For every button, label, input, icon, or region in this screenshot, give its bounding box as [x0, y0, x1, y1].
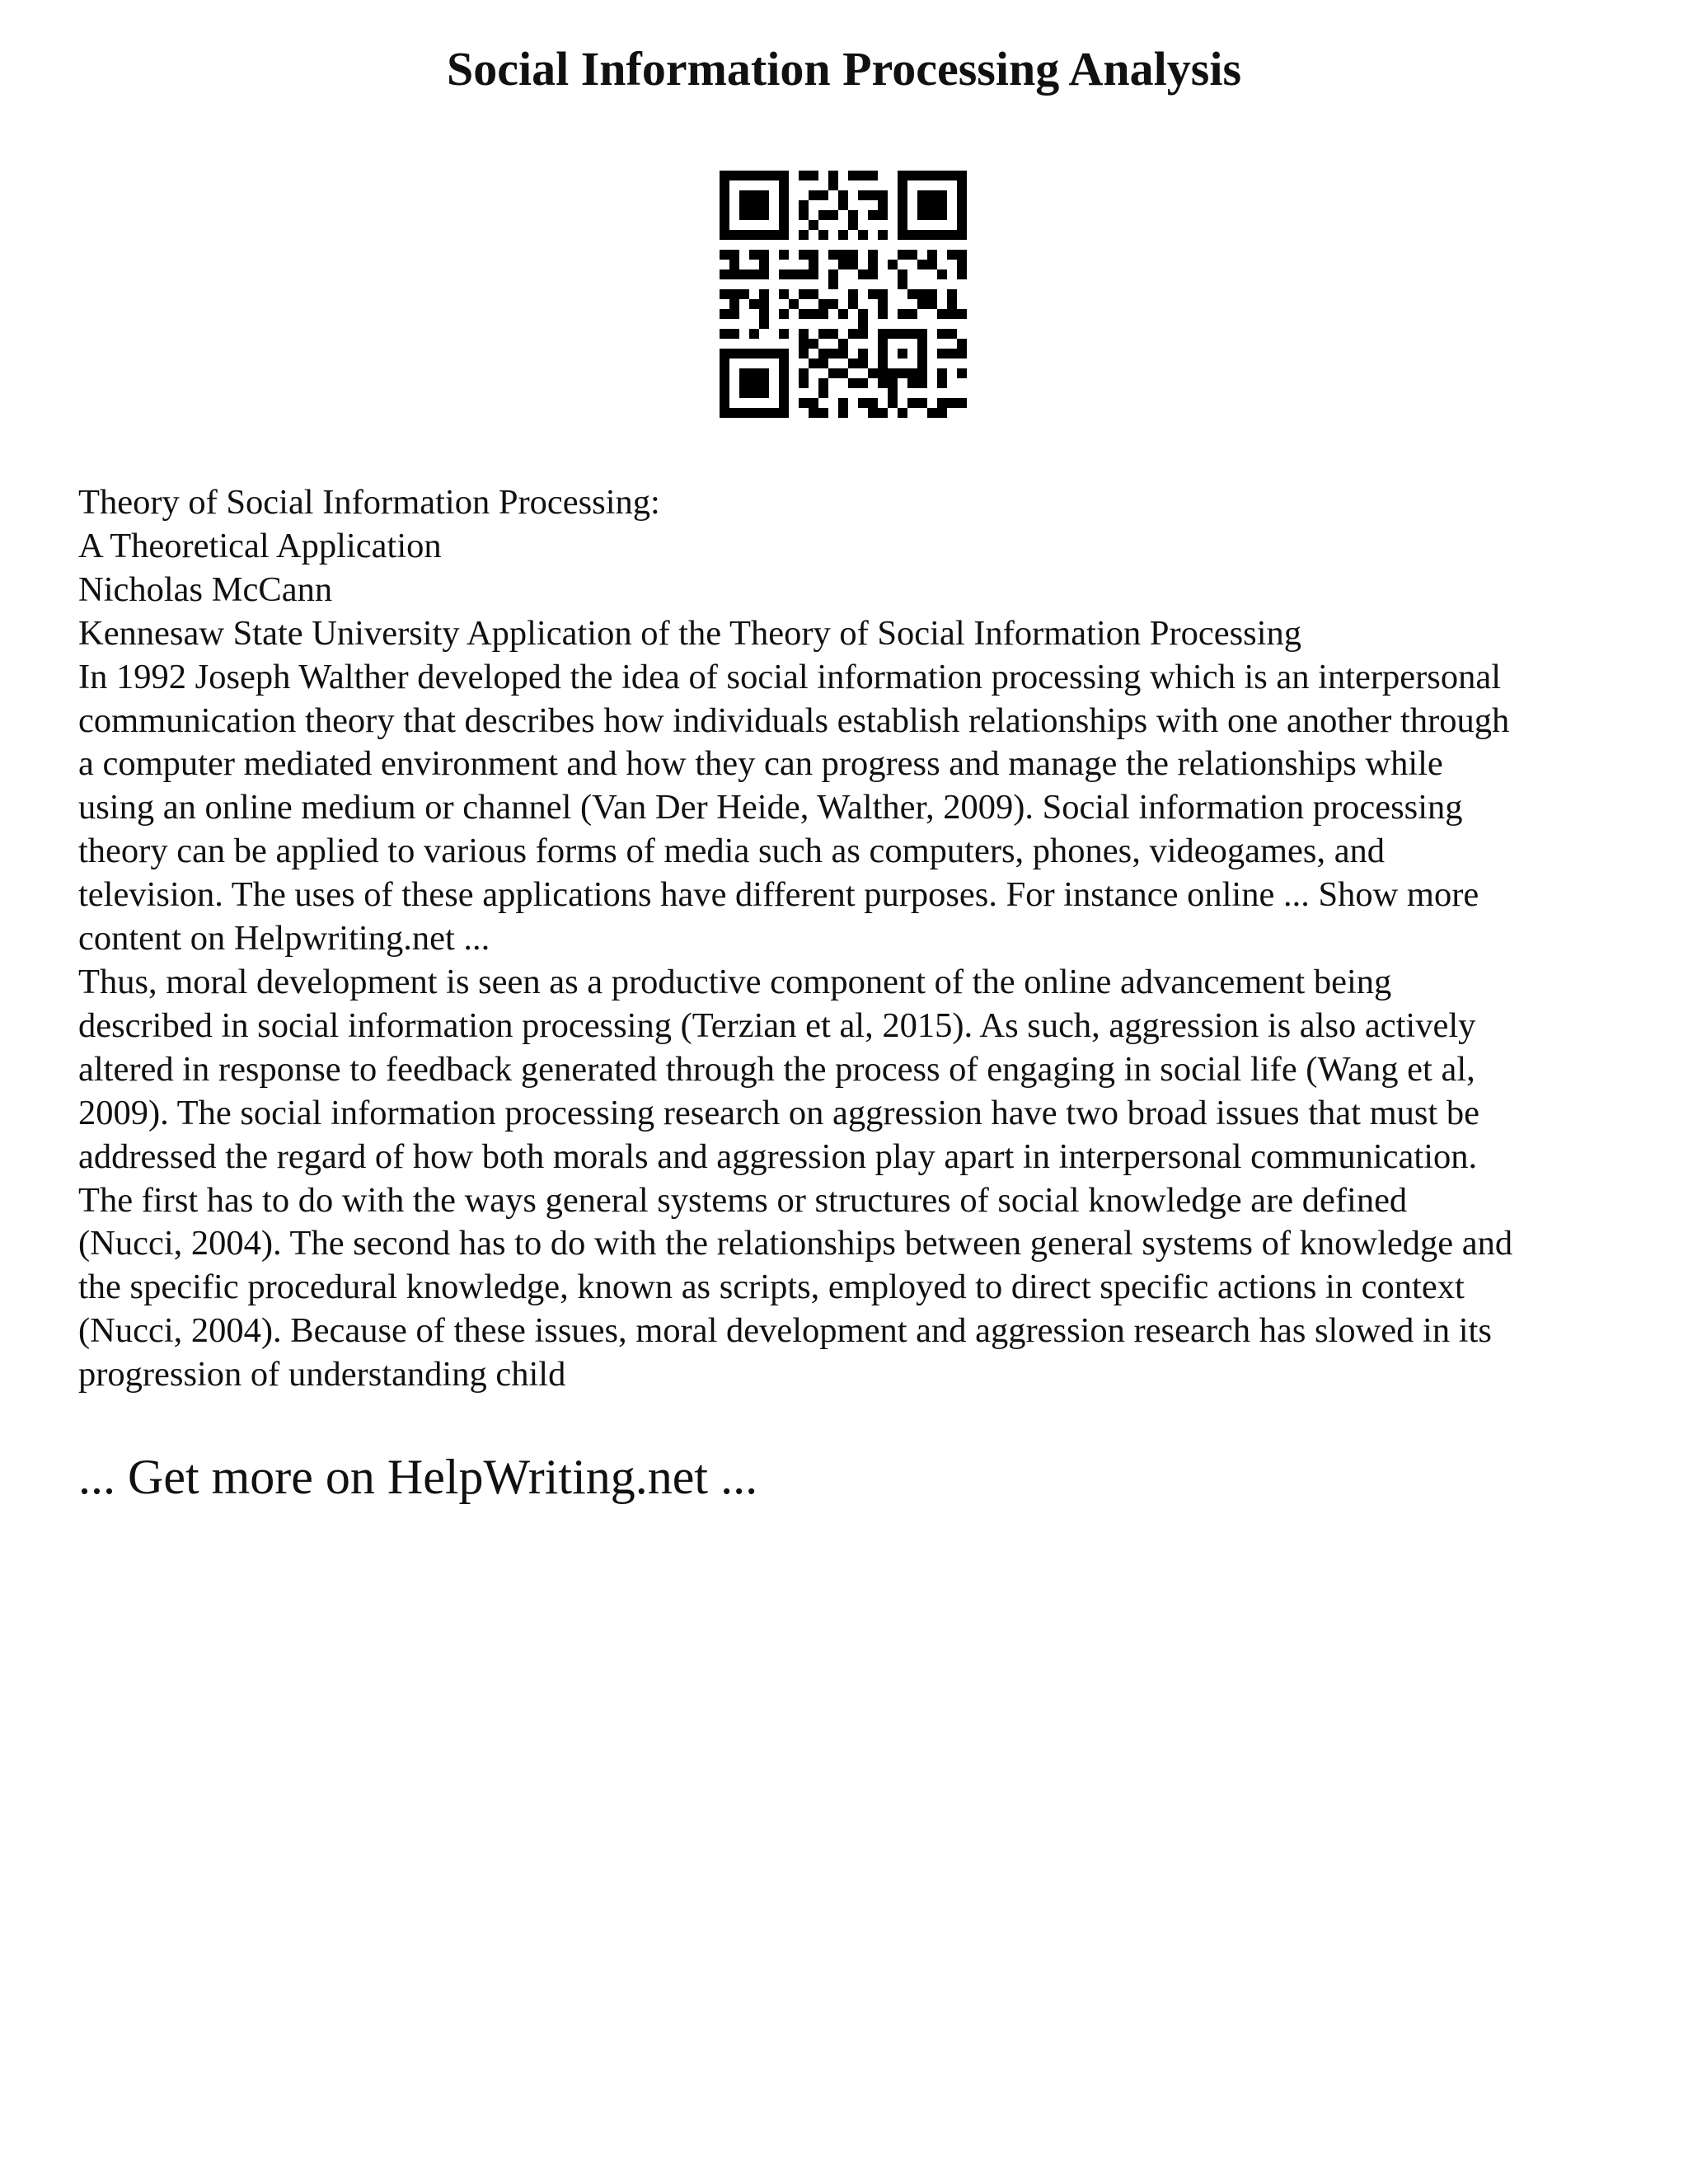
paragraph-line: In 1992 Joseph Walther developed the idea of social information processing which is an interpersonal — [78, 657, 1502, 696]
paragraph-line: (Nucci, 2004). The second has to do with the relationships between general systems of knowledge and — [78, 1224, 1513, 1263]
paragraph-line: Thus, moral development is seen as a productive component of the online advancement being — [78, 962, 1392, 1001]
paragraph-2 — [78, 961, 1636, 1397]
paragraph-line: a computer mediated environment and how they can progress and manage the relationships while — [78, 744, 1443, 784]
paragraph-line: theory can be applied to various forms of media such as computers, phones, videogames, and — [78, 832, 1386, 871]
page-title: Social Information Processing Analysis — [446, 42, 1242, 96]
paragraph-line: communication theory that describes how individuals establish relationships with one another through — [78, 701, 1510, 740]
qr-code-icon — [720, 171, 967, 418]
paragraph-line: 2009). The social information processing research on aggression have two broad issues that must be — [78, 1093, 1479, 1132]
paragraph-line: (Nucci, 2004). Because of these issues, moral development and aggression research has slowed in its — [78, 1311, 1492, 1351]
institution-line: Kennesaw State University Application of the Theory of Social Information Processing — [78, 613, 1302, 653]
document-header-block — [78, 481, 1636, 656]
author-name: Nicholas McCann — [78, 569, 333, 609]
paragraph-line: television. The uses of these applications have different purposes. For instance online ... Show more — [78, 875, 1479, 915]
document-body — [78, 481, 1636, 1397]
paragraph-line: using an online medium or channel (Van Der Heide, Walther, 2009). Social information processing — [78, 788, 1463, 827]
qr-code[interactable] — [720, 171, 967, 418]
paragraph-line: addressed the regard of how both morals and aggression play apart in interpersonal communication. — [78, 1137, 1478, 1176]
document-subtitle: Theory of Social Information Processing: — [78, 483, 660, 522]
paragraph-line: described in social information processing (Terzian et al, 2015). As such, aggression is also actively — [78, 1005, 1476, 1045]
paragraph-line: The first has to do with the ways general systems or structures of social knowledge are defined — [78, 1180, 1408, 1220]
get-more-link[interactable]: ... Get more on HelpWriting.net ... — [78, 1450, 758, 1504]
paragraph-line: altered in response to feedback generated through the process of engaging in social life (Wang et al, — [78, 1049, 1475, 1089]
paragraph-line: content on Helpwriting.net ... — [78, 919, 490, 958]
paragraph-line: progression of understanding child — [78, 1355, 566, 1394]
document-subtitle-2: A Theoretical Application — [78, 526, 442, 565]
paragraph-line: the specific procedural knowledge, known as scripts, employed to direct specific actions in context — [78, 1268, 1465, 1307]
paragraph-1 — [78, 656, 1636, 961]
